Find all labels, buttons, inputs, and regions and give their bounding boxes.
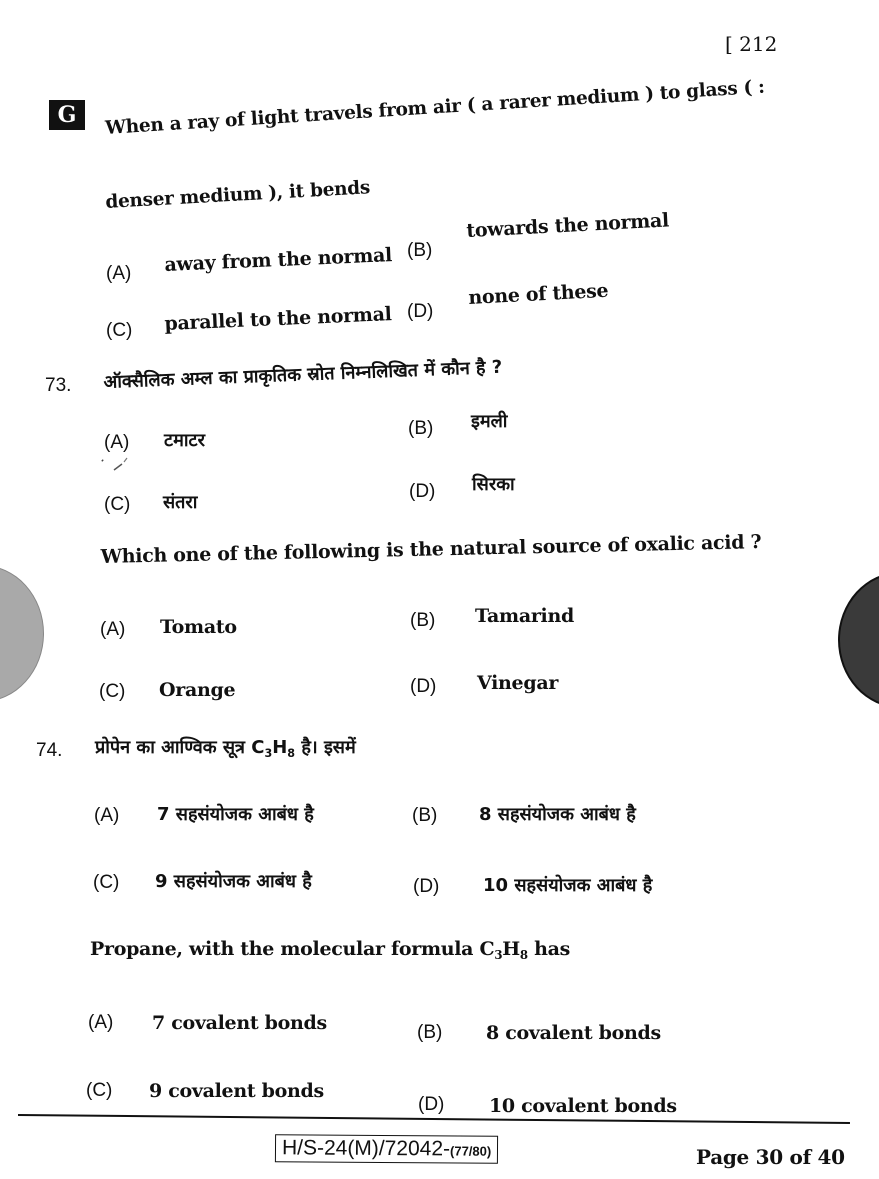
option-text: none of these — [467, 279, 609, 309]
q74-english-text-pre: Propane, with the molecular formula C — [90, 938, 495, 960]
q74-english-text-post: has — [527, 938, 571, 960]
q72-text-line1: When a ray of light travels from air ( a rarer medium ) to glass ( : — [104, 76, 766, 139]
option-text: parallel to the normal — [164, 303, 392, 335]
q73-english-text: Which one of the following is the natural source of oxalic acid ? — [100, 531, 762, 568]
option-label: (D) — [407, 301, 434, 322]
option-text: 8 सहसंयोजक आबंध है — [479, 804, 636, 825]
option-label: (D) — [409, 481, 436, 502]
section-marker: G — [49, 100, 85, 130]
q74-hindi-text-post: है। इसमें — [295, 737, 356, 758]
option-label: (D) — [413, 876, 440, 897]
page-number: Page 30 of 40 — [696, 1145, 845, 1169]
q74-english-text — [90, 938, 570, 962]
option-text: 7 covalent bonds — [152, 1012, 327, 1034]
option-label: (D) — [410, 676, 437, 697]
option-label: (C) — [86, 1080, 113, 1101]
paper-code-box — [275, 1134, 498, 1164]
pencil-tick-mark — [100, 452, 130, 474]
binder-hole-right — [838, 572, 879, 708]
paper-code: H/S-24(M)/72042- — [281, 1136, 451, 1161]
option-text: away from the normal — [164, 244, 393, 276]
option-text: टमाटर — [164, 430, 205, 451]
option-label: (B) — [417, 1022, 443, 1043]
option-label: (A) — [106, 263, 132, 284]
option-text: Vinegar — [477, 672, 559, 694]
option-label: (C) — [106, 320, 133, 341]
option-text: इमली — [471, 411, 508, 432]
option-label: (B) — [410, 610, 436, 631]
option-label: (A) — [94, 805, 120, 826]
option-label: (A) — [104, 432, 130, 453]
option-text: 8 covalent bonds — [486, 1022, 661, 1044]
paper-code-small: (77/80) — [449, 1143, 492, 1159]
option-text: 10 covalent bonds — [489, 1095, 677, 1117]
subscript: 8 — [519, 948, 528, 963]
option-label: (B) — [412, 805, 438, 826]
option-text: संतरा — [163, 492, 198, 513]
option-label: (C) — [104, 494, 131, 515]
option-label: (B) — [407, 240, 433, 261]
subscript: 3 — [264, 746, 273, 760]
option-text: 7 सहसंयोजक आबंध है — [157, 804, 314, 825]
option-label: (A) — [100, 619, 126, 640]
q73-number: 73. — [45, 375, 72, 396]
q74-hindi-text — [95, 735, 356, 760]
option-text: सिरका — [472, 474, 515, 495]
option-label: (D) — [418, 1094, 445, 1115]
option-label: (A) — [88, 1012, 114, 1033]
page-tag: [ 212 — [725, 32, 778, 56]
q72-text-line2: denser medium ), it bends — [104, 177, 371, 213]
subscript: 8 — [287, 746, 296, 760]
q74-number: 74. — [36, 740, 63, 761]
option-text: 10 सहसंयोजक आबंध है — [483, 875, 653, 896]
option-label: (C) — [99, 681, 126, 702]
q74-hindi-text-mid: H — [272, 737, 288, 758]
option-label: (C) — [93, 872, 120, 893]
option-label: (B) — [408, 418, 434, 439]
option-text: Tomato — [160, 616, 237, 638]
q74-hindi-text-pre: प्रोपेन का आण्विक सूत्र C — [95, 737, 265, 758]
option-text: Orange — [159, 679, 236, 701]
option-text: 9 सहसंयोजक आबंध है — [155, 871, 312, 892]
subscript: 3 — [494, 948, 503, 963]
option-text: Tamarind — [475, 605, 574, 627]
binder-hole-left — [0, 565, 44, 702]
option-text: 9 covalent bonds — [149, 1080, 324, 1102]
option-text: towards the normal — [465, 209, 670, 242]
q73-hindi-text: ऑक्सैलिक अम्ल का प्राकृतिक स्रोत निम्नलिखित में कौन है ? — [103, 356, 503, 394]
q74-english-text-mid: H — [502, 938, 520, 960]
